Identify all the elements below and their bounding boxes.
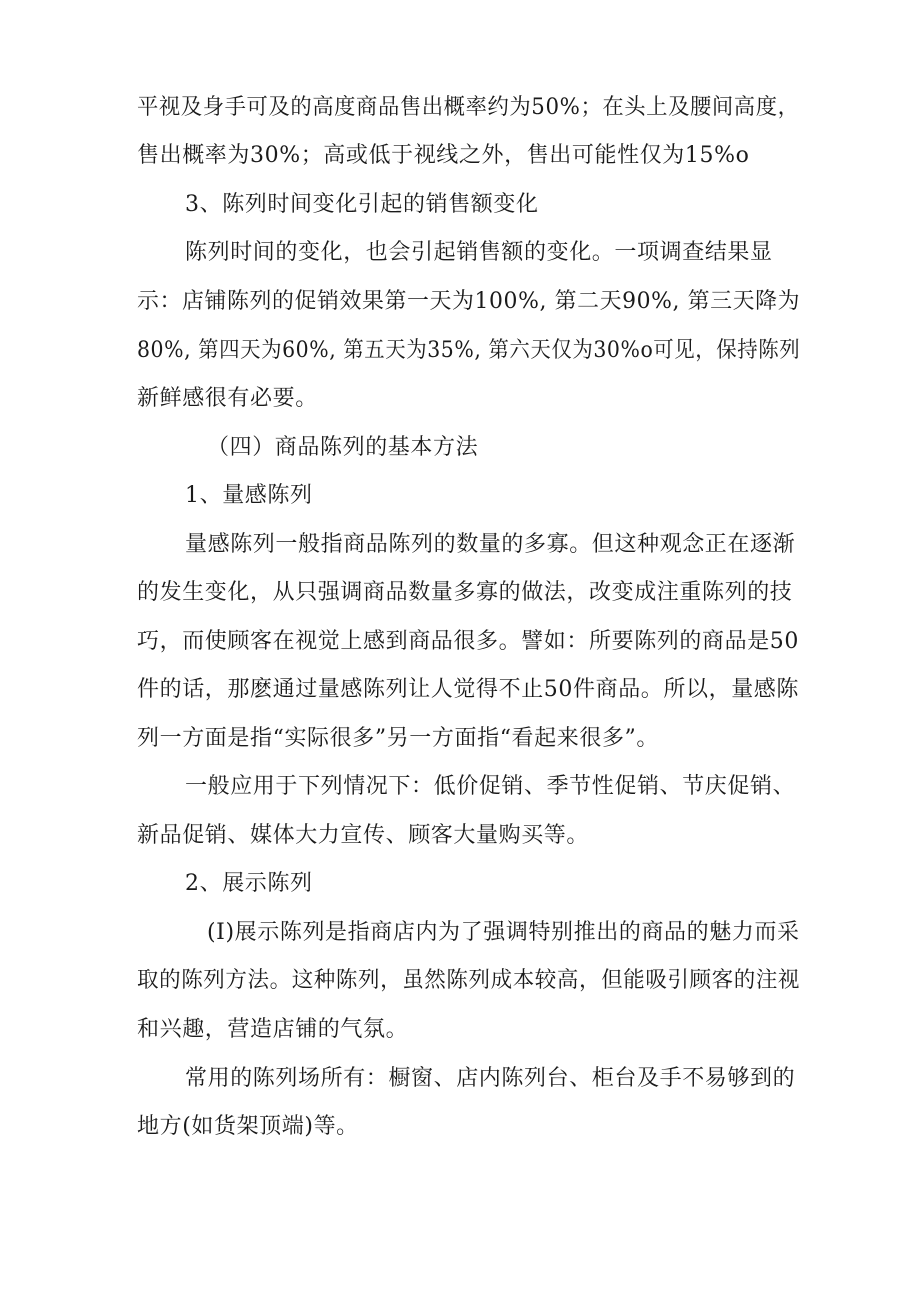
text-line: (I)展示陈列是指商店内为了强调特别推出的商品的魅力而采 [207, 920, 800, 945]
text-line: 新品促销、媒体大力宣传、顾客大量购买等。 [137, 823, 590, 848]
text-line: 列一方面是指“实际很多”另一方面指“看起来很多”。 [137, 726, 659, 751]
section-heading: 1、量感陈列 [185, 483, 313, 508]
text-line: 一般应用于下列情况下：低价促销、季节性促销、节庆促销、 [185, 774, 796, 799]
text-line: 的发生变化，从只强调商品数量多寡的做法，改变成注重陈列的技 [137, 580, 793, 605]
text-line: 80%, 第四天为60%, 第五天为35%, 第六天仅为30%o可见，保持陈列 [137, 338, 801, 363]
section-heading: 3、陈列时间变化引起的销售额变化 [185, 192, 539, 217]
chapter-heading: （四）商品陈列的基本方法 [207, 435, 479, 460]
text-line: 售出概率为30%；高或低于视线之外，售出可能性仅为15%o [137, 143, 750, 168]
text-line: 件的话，那麽通过量感陈列让人觉得不止50件商品。所以，量感陈 [137, 677, 799, 702]
section-heading: 2、展示陈列 [185, 871, 313, 896]
text-line: 新鲜感很有必要。 [137, 386, 318, 411]
text-line: 地方(如货架顶端)等。 [137, 1114, 359, 1139]
text-line: 常用的陈列场所有：橱窗、店内陈列台、柜台及手不易够到的 [185, 1066, 796, 1091]
text-line: 陈列时间的变化，也会引起销售额的变化。一项调查结果显 [185, 240, 773, 265]
text-line: 平视及身手可及的高度商品售出概率约为50%；在头上及腰间高度， [137, 95, 800, 120]
text-line: 取的陈列方法。这种陈列，虽然陈列成本较高，但能吸引顾客的注视 [137, 968, 801, 993]
text-line: 巧，而使顾客在视觉上感到商品很多。譬如：所要陈列的商品是50 [137, 629, 799, 654]
text-line: 和兴趣，营造店铺的气氛。 [137, 1017, 409, 1042]
text-line: 量感陈列一般指商品陈列的数量的多寡。但这种观念正在逐渐 [185, 532, 796, 557]
text-line: 示：店铺陈列的促销效果第一天为100%, 第二天90%, 第三天降为 [137, 289, 801, 314]
